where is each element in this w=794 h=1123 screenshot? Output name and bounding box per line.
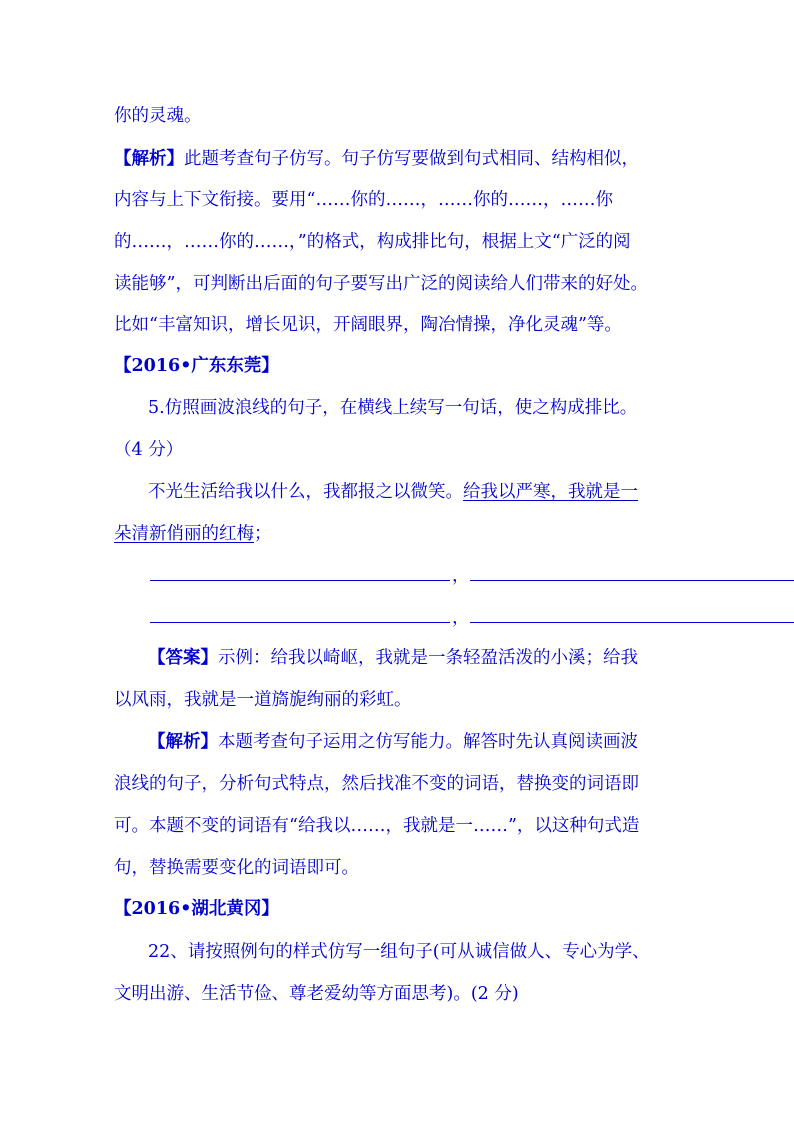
example-line <box>148 480 638 504</box>
text-line <box>114 856 359 880</box>
text-span: 文明出游、生活节俭、尊老爱幼等方面思考)。(2 分) <box>114 984 519 1004</box>
analysis-line <box>114 147 639 171</box>
answer-blank[interactable] <box>470 580 794 581</box>
answer-blank[interactable] <box>150 622 450 623</box>
text-span: 读能够”，可判断出后面的句子要写出广泛的阅读给人们带来的好处。 <box>114 274 648 294</box>
text-line <box>114 438 183 462</box>
text-line <box>114 982 519 1006</box>
text-line <box>114 814 639 838</box>
blank-comma: ， <box>452 566 470 586</box>
source-tag: 【2016•广东东莞】 <box>114 356 279 376</box>
source-tag: 【2016•湖北黄冈】 <box>114 899 279 919</box>
blank-comma: ， <box>452 608 470 628</box>
answer-tag: 【答案】 <box>148 648 218 668</box>
text-span: 不光生活给我以什么，我都报之以微笑。 <box>148 482 463 502</box>
text-span: ； <box>254 524 272 544</box>
text-line <box>114 230 631 254</box>
source-heading <box>114 354 279 378</box>
text-span: 此题考查句子仿写。句子仿写要做到句式相同、结构相似， <box>184 149 639 169</box>
text-line <box>114 688 412 712</box>
text-span: 内容与上下文衔接。要用“……你的……，……你的……，……你 <box>114 190 613 210</box>
analysis-line <box>148 730 638 754</box>
text-span: 示例：给我以崎岖，我就是一条轻盈活泼的小溪；给我 <box>218 648 638 668</box>
question-line <box>148 396 637 420</box>
analysis-tag: 【解析】 <box>148 732 218 752</box>
text-span: 可。本题不变的词语有“给我以……，我就是一……”，以这种句式造 <box>114 816 640 836</box>
text-span: 以风雨，我就是一道旖旎绚丽的彩虹。 <box>114 690 412 710</box>
text-span: 比如“丰富知识，增长见识，开阔眼界，陶冶情操，净化灵魂”等。 <box>114 315 622 335</box>
source-heading <box>114 897 279 921</box>
text-span: 浪线的句子，分析句式特点，然后找准不变的词语，替换变的词语即 <box>114 774 639 794</box>
answer-blank[interactable] <box>150 580 450 581</box>
text-line <box>114 772 639 796</box>
answer-line <box>148 646 638 670</box>
question-text: 5.仿照画波浪线的句子，在横线上续写一句话，使之构成排比。 <box>148 398 638 418</box>
analysis-tag: 【解析】 <box>114 149 184 169</box>
text-span: 你的灵魂。 <box>114 106 202 126</box>
text-line <box>114 272 648 296</box>
text-span: 句，替换需要变化的词语即可。 <box>114 858 359 878</box>
text-line <box>114 104 202 128</box>
text-line <box>114 313 622 337</box>
wavy-underlined-text: 朵清新俏丽的红梅 <box>114 524 254 544</box>
score-text: （4 分） <box>114 440 184 460</box>
wavy-underlined-text: 给我以严寒，我就是一 <box>463 482 638 502</box>
example-line <box>114 522 272 546</box>
text-span: 本题考查句子运用之仿写能力。解答时先认真阅读画波 <box>218 732 638 752</box>
answer-blank[interactable] <box>470 622 794 623</box>
question-line <box>148 940 650 964</box>
text-span: 的……，……你的……，”的格式，构成排比句，根据上文“广泛的阅 <box>114 232 631 252</box>
text-line <box>114 188 613 212</box>
question-text: 22、请按照例句的样式仿写一组句子(可从诚信做人、专心为学、 <box>148 942 650 962</box>
